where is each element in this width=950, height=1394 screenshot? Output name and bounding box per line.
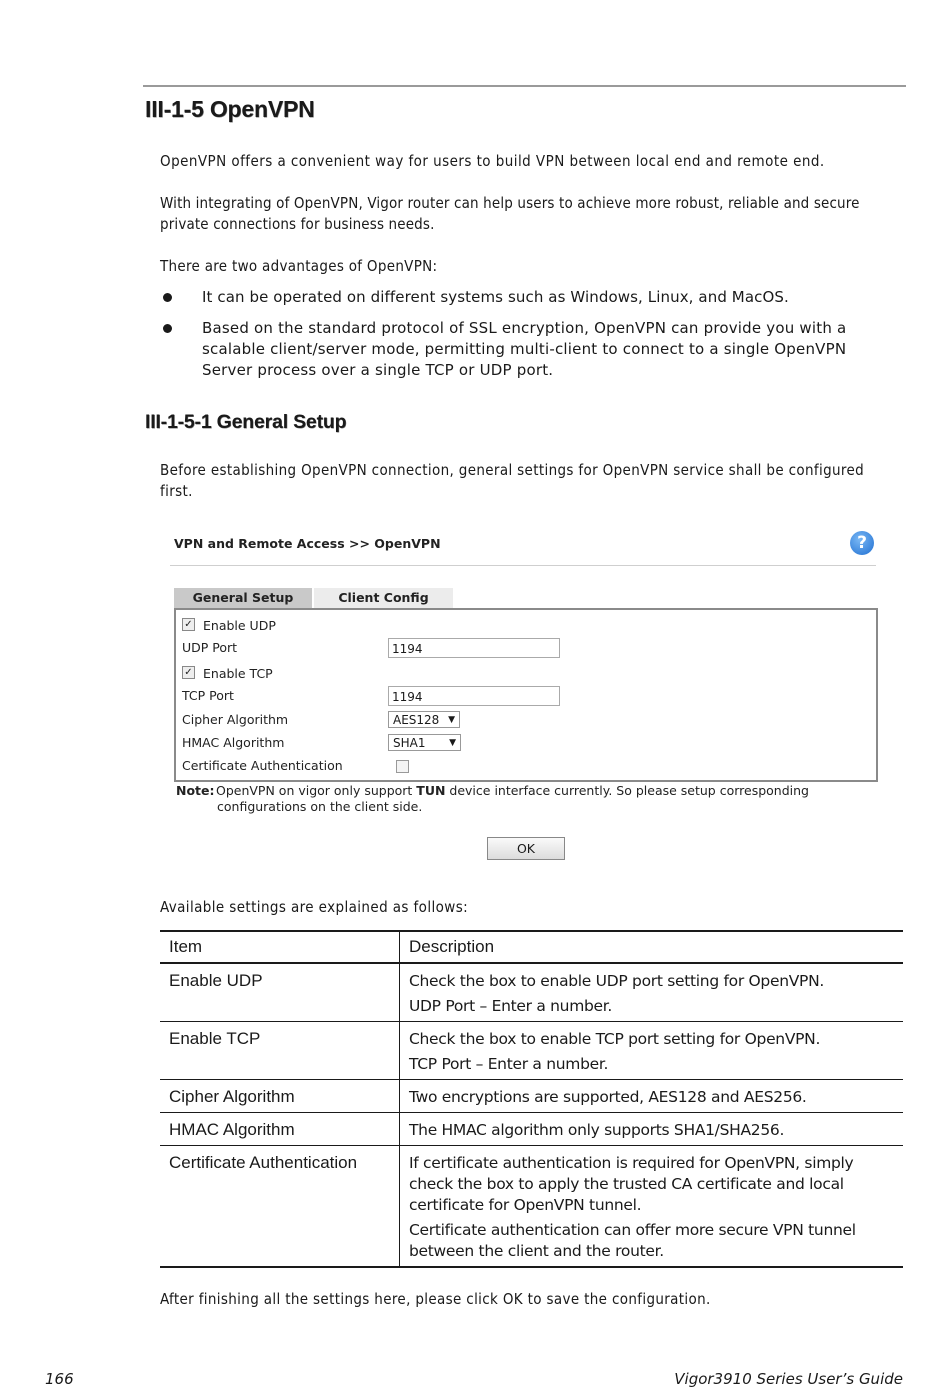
enable-udp-checkbox[interactable]: ✓ [182,618,195,631]
cert-auth-label: Certificate Authentication [182,758,343,773]
enable-tcp-label: Enable TCP [203,666,273,681]
ok-button[interactable]: OK [487,837,565,860]
table-row [160,1113,903,1146]
help-icon[interactable]: ? [850,531,874,555]
tcp-port-label: TCP Port [182,688,234,703]
router-screenshot [170,528,886,868]
available-settings-intro: Available settings are explained as follows: [160,898,469,916]
enable-tcp-row [182,664,273,684]
item-cell: Cipher Algorithm [160,1080,400,1113]
note-label: Note: [176,783,215,798]
guide-title: Vigor3910 Series User’s Guide [674,1370,903,1388]
cipher-algorithm-label: Cipher Algorithm [182,712,289,727]
item-cell: HMAC Algorithm [160,1113,400,1146]
cert-auth-checkbox[interactable] [396,760,409,773]
section-title: III-1-5 OpenVPN [145,96,315,122]
tab-general-setup[interactable]: General Setup [174,588,312,608]
table-row [160,1080,903,1113]
enable-tcp-checkbox[interactable]: ✓ [182,666,195,679]
subsection-title: III-1-5-1 General Setup [145,411,347,433]
tcp-port-input[interactable]: 1194 [388,686,560,706]
item-cell: Certificate Authentication [160,1146,400,1268]
udp-port-label: UDP Port [182,640,238,655]
cipher-algorithm-value: AES128 [393,713,440,727]
description-cell: If certificate authentication is required for OpenVPN, simply check the box to apply the trusted CA certificate and local certificate for OpenVPN tunnel. Certificate authentication can offer more secure VPN tunnel between the client and the router. [409,1154,856,1260]
advantages-intro: There are two advantages of OpenVPN: [160,257,438,275]
integrating-paragraph: With integrating of OpenVPN, Vigor router can help users to achieve more robust, reliable and secure private connections for business needs. [160,194,860,233]
description-cell: Check the box to enable UDP port setting for OpenVPN. UDP Port – Enter a number. [409,972,824,1015]
hmac-algorithm-select[interactable] [388,734,461,751]
table-row [160,963,903,1022]
cipher-algorithm-select[interactable] [388,711,460,728]
bullet-dot-icon [163,324,172,333]
dropdown-arrow-icon: ▼ [449,738,456,748]
note-text: Note:OpenVPN on vigor only support TUN device interface currently. So please setup corresponding configurations on the client side. [176,783,809,814]
closing-paragraph: After finishing all the settings here, please click OK to save the configuration. [160,1290,711,1308]
item-cell: Enable TCP [160,1022,400,1080]
column-header-description: Description [400,931,904,963]
table-row [160,1146,903,1268]
settings-table [160,930,903,1268]
hmac-algorithm-value: SHA1 [393,736,426,750]
enable-udp-row [182,616,276,636]
bullet-dot-icon [163,293,172,302]
dropdown-arrow-icon: ▼ [448,715,455,725]
before-paragraph: Before establishing OpenVPN connection, general settings for OpenVPN service shall be configured first. [160,461,865,500]
table-header-row [160,931,903,963]
column-header-item: Item [160,931,400,963]
breadcrumb: VPN and Remote Access >> OpenVPN [174,536,441,551]
table-row [160,1022,903,1080]
description-cell: The HMAC algorithm only supports SHA1/SHA256. [409,1121,785,1139]
intro-paragraph: OpenVPN offers a convenient way for users to build VPN between local end and remote end. [160,152,825,170]
tab-client-config[interactable]: Client Config [314,588,453,608]
item-cell: Enable UDP [160,963,400,1022]
breadcrumb-divider [170,565,876,566]
page-number: 166 [45,1370,74,1388]
general-setup-panel [174,608,878,782]
header-rule [143,85,906,87]
enable-udp-label: Enable UDP [203,618,276,633]
hmac-algorithm-label: HMAC Algorithm [182,735,285,750]
description-cell: Two encryptions are supported, AES128 and AES256. [409,1088,807,1106]
udp-port-input[interactable]: 1194 [388,638,560,658]
description-cell: Check the box to enable TCP port setting for OpenVPN. TCP Port – Enter a number. [409,1030,821,1073]
